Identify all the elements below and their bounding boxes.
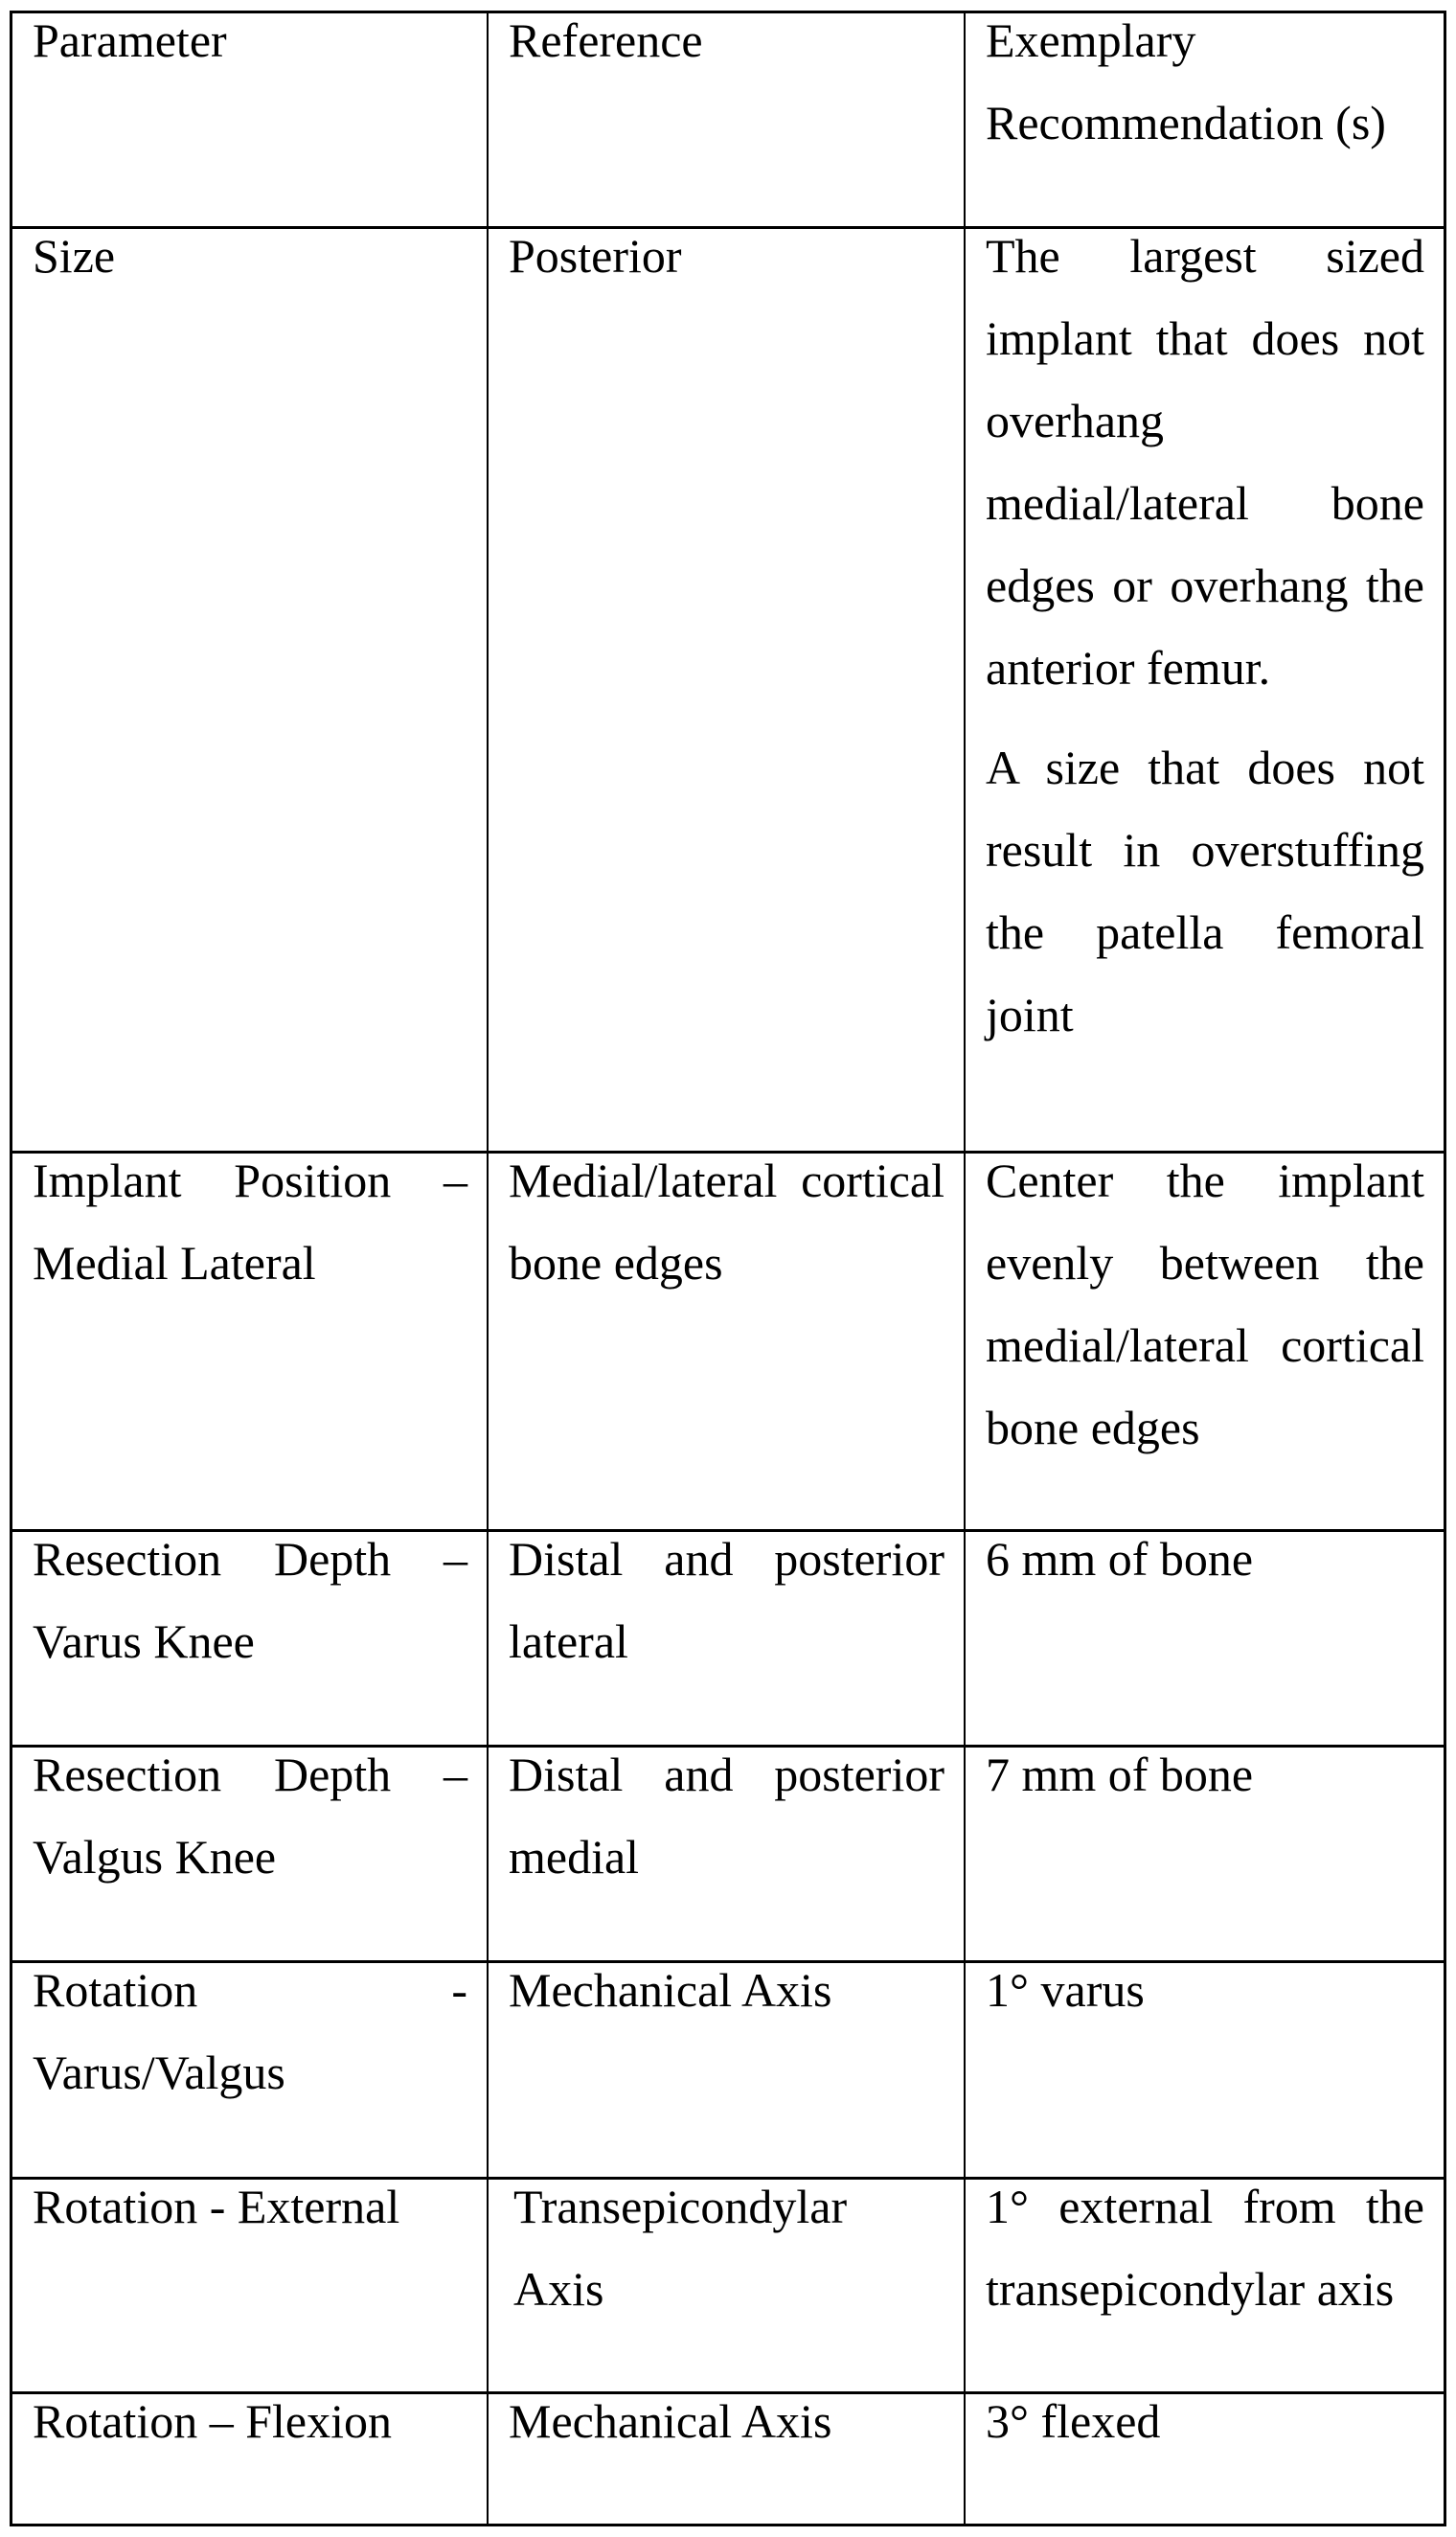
cell-parameter [12,1532,489,1745]
reference-text: Transepicondylar Axis [513,2180,848,2316]
parameter-text: Resection Depth – Valgus Knee [33,1748,467,1884]
recommendation-text: 3° flexed [986,2394,1161,2448]
cell-reference [489,2180,966,2391]
parameter-text: Resection Depth – Varus Knee [33,1532,467,1668]
cell-reference [489,1963,966,2177]
recommendation-text: The largest sized implant that does not overhang medial/lateral bone edges or overhang the anterior femur. [986,229,1424,695]
recommendation-text: Center the implant evenly between the medial/lateral cortical bone edges [986,1154,1424,1454]
cell-recommendation [966,2394,1444,2524]
parameter-text: Implant Position – Medial Lateral [33,1154,467,1290]
reference-text: Mechanical Axis [509,1963,832,2017]
table-row [12,2391,1444,2524]
parameter-table [10,11,1446,2526]
header-parameter-label: Parameter [33,13,227,67]
recommendation-text: 7 mm of bone [986,1748,1254,1801]
cell-reference [489,1532,966,1745]
cell-recommendation [966,1748,1444,1960]
header-recommendation-label: Exemplary Recommendation (s) [986,13,1386,149]
table-row [12,226,1444,1151]
cell-recommendation [966,1532,1444,1745]
table-row [12,1960,1444,2177]
cell-recommendation [966,1154,1444,1529]
header-cell-parameter [12,13,489,226]
table-row [12,1529,1444,1745]
cell-recommendation [966,229,1444,1151]
cell-parameter [12,2394,489,2524]
parameter-text: Rotation – Flexion [33,2394,392,2448]
reference-text: Posterior [509,229,682,283]
header-cell-reference [489,13,966,226]
cell-parameter [12,1963,489,2177]
reference-text: Distal and posterior lateral [509,1532,944,1668]
cell-reference [489,1748,966,1960]
reference-text: Mechanical Axis [509,2394,832,2448]
parameter-text: Rotation - Varus/Valgus [33,1963,467,2099]
reference-text: Distal and posterior medial [509,1748,944,1884]
header-reference-label: Reference [509,13,703,67]
cell-parameter [12,229,489,1151]
table-row [12,2177,1444,2391]
cell-parameter [12,1748,489,1960]
cell-recommendation [966,1963,1444,2177]
cell-reference [489,1154,966,1529]
cell-parameter [12,1154,489,1529]
table-header-row [12,13,1444,226]
cell-parameter [12,2180,489,2391]
cell-reference [489,229,966,1151]
recommendation-text: 6 mm of bone [986,1532,1254,1586]
recommendation-text: 1° external from the transepicondylar axis [986,2180,1424,2316]
table-row [12,1745,1444,1960]
table-row [12,1151,1444,1529]
reference-text: Medial/lateral cortical bone edges [509,1154,944,1290]
cell-reference [489,2394,966,2524]
header-cell-recommendation [966,13,1444,226]
recommendation-text: 1° varus [986,1963,1145,2017]
parameter-text: Rotation - External [33,2180,400,2233]
cell-recommendation [966,2180,1444,2391]
recommendation-text: A size that does not result in overstuffing the patella femoral joint [986,741,1424,1041]
parameter-text: Size [33,229,116,283]
